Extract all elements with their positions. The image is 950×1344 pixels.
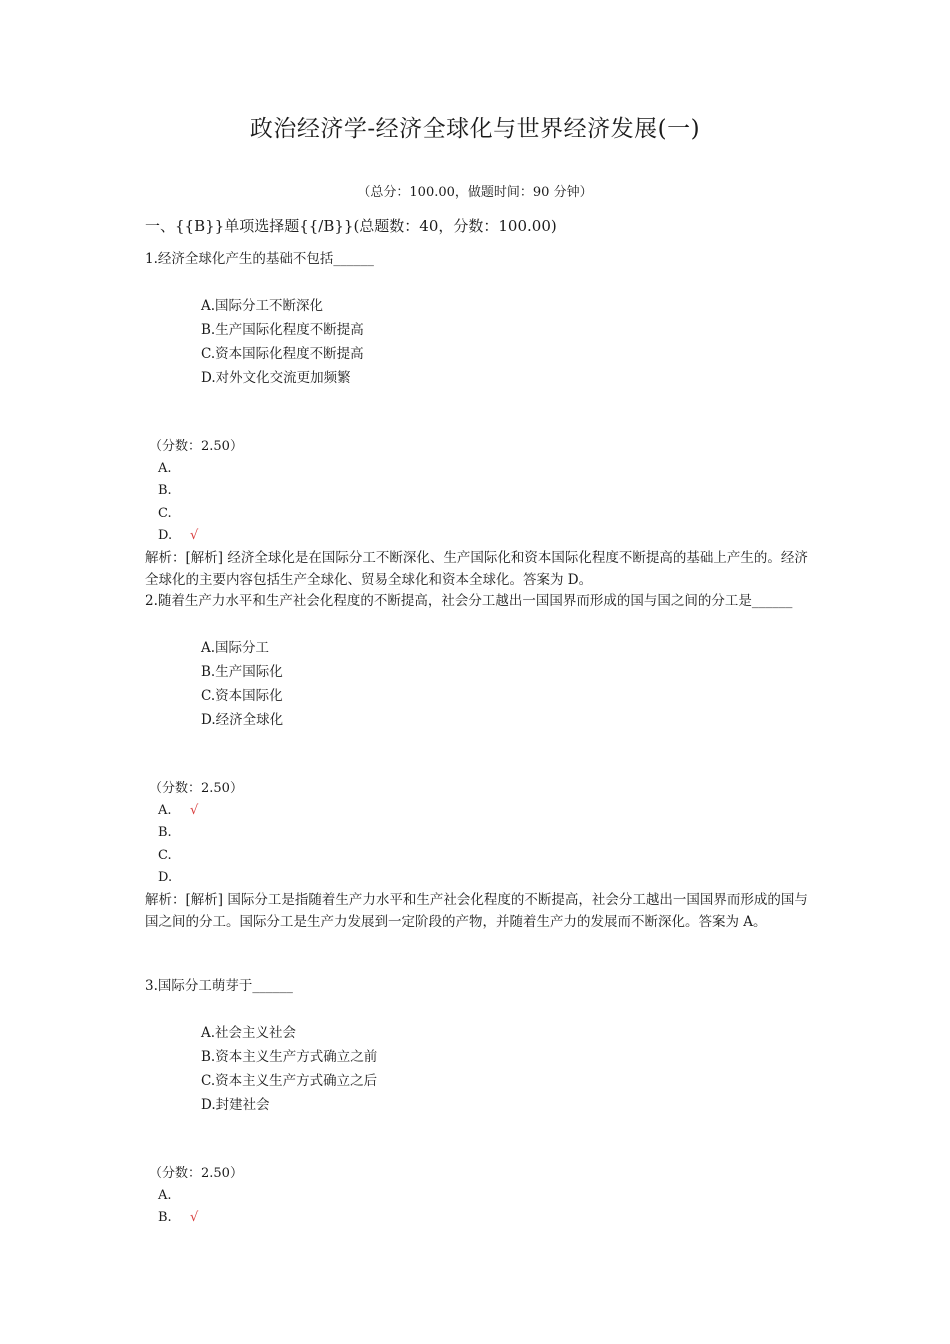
option-c: C.资本国际化程度不断提高 (201, 346, 364, 362)
question-analysis: 解析：[解析] 经济全球化是在国际分工不断深化、生产国际化和资本国际化程度不断提高的基础上产生的。经济全球化的主要内容包括生产全球化、贸易全球化和资本全球化。答案为 D。 (145, 550, 808, 589)
option-b: B.资本主义生产方式确立之前 (201, 1049, 378, 1065)
answer-label: B. (158, 1210, 172, 1226)
exam-meta: （总分：100.00，做题时间：90 分钟） (357, 185, 593, 200)
answer-a (158, 800, 810, 822)
answer-label: A. (158, 461, 172, 476)
answer-label: A. (158, 803, 172, 818)
option-a: A.社会主义社会 (201, 1025, 297, 1041)
question-stem: 3.国际分工萌芽于______ (145, 978, 293, 994)
answer-label: C. (158, 847, 172, 863)
question-2 (145, 590, 810, 933)
question-analysis: 解析：[解析] 国际分工是指随着生产力水平和生产社会化程度的不断提高，社会分工越出一国国界而形成的国与国之间的分工。国际分工是生产力发展到一定阶段的产物，并随着生产力的发展而不断深化。答案为 A。 (145, 892, 808, 931)
answer-list (145, 1185, 810, 1230)
answer-d (158, 525, 810, 547)
answer-label: D. (158, 527, 173, 543)
option-c: C.资本主义生产方式确立之后 (201, 1073, 378, 1089)
question-score: （分数：2.50） (149, 781, 243, 796)
correct-check-icon: √ (190, 803, 199, 818)
question-stem: 1.经济全球化产生的基础不包括______ (145, 251, 374, 267)
option-list (145, 294, 810, 390)
answer-list (145, 800, 810, 889)
answer-b (158, 1207, 810, 1229)
answer-c (158, 503, 810, 525)
question-1 (145, 248, 810, 591)
option-list (145, 1021, 810, 1117)
correct-check-icon: √ (190, 1210, 199, 1226)
question-score: （分数：2.50） (149, 1166, 243, 1181)
answer-label: B. (158, 825, 172, 841)
answer-label: C. (158, 505, 172, 521)
document-title: 政治经济学-经济全球化与世界经济发展(一) (249, 116, 701, 142)
answer-a (158, 1185, 810, 1207)
question-score: （分数：2.50） (149, 439, 243, 454)
option-c: C.资本国际化 (201, 688, 283, 704)
answer-label: A. (158, 1188, 172, 1203)
answer-label: D. (158, 869, 173, 885)
option-list (145, 636, 810, 732)
answer-d (158, 867, 810, 889)
answer-b (158, 822, 810, 844)
answer-c (158, 845, 810, 867)
option-b: B.生产国际化程度不断提高 (201, 322, 364, 338)
answer-b (158, 480, 810, 502)
option-b: B.生产国际化 (201, 664, 283, 680)
option-d: D.对外文化交流更加频繁 (201, 370, 351, 386)
question-3 (145, 975, 810, 1230)
answer-a (158, 458, 810, 480)
option-d: D.封建社会 (201, 1097, 270, 1113)
option-a: A.国际分工 (201, 640, 270, 656)
answer-label: B. (158, 483, 172, 499)
question-stem: 2.随着生产力水平和生产社会化程度的不断提高，社会分工越出一国国界而形成的国与国之间的分工是______ (145, 593, 793, 609)
option-a: A.国际分工不断深化 (201, 298, 324, 314)
correct-check-icon: √ (190, 527, 199, 543)
section-heading: 一、{{B}}单项选择题{{/B}}(总题数：40，分数：100.00) (145, 217, 557, 235)
option-d: D.经济全球化 (201, 712, 284, 728)
answer-list (145, 458, 810, 547)
